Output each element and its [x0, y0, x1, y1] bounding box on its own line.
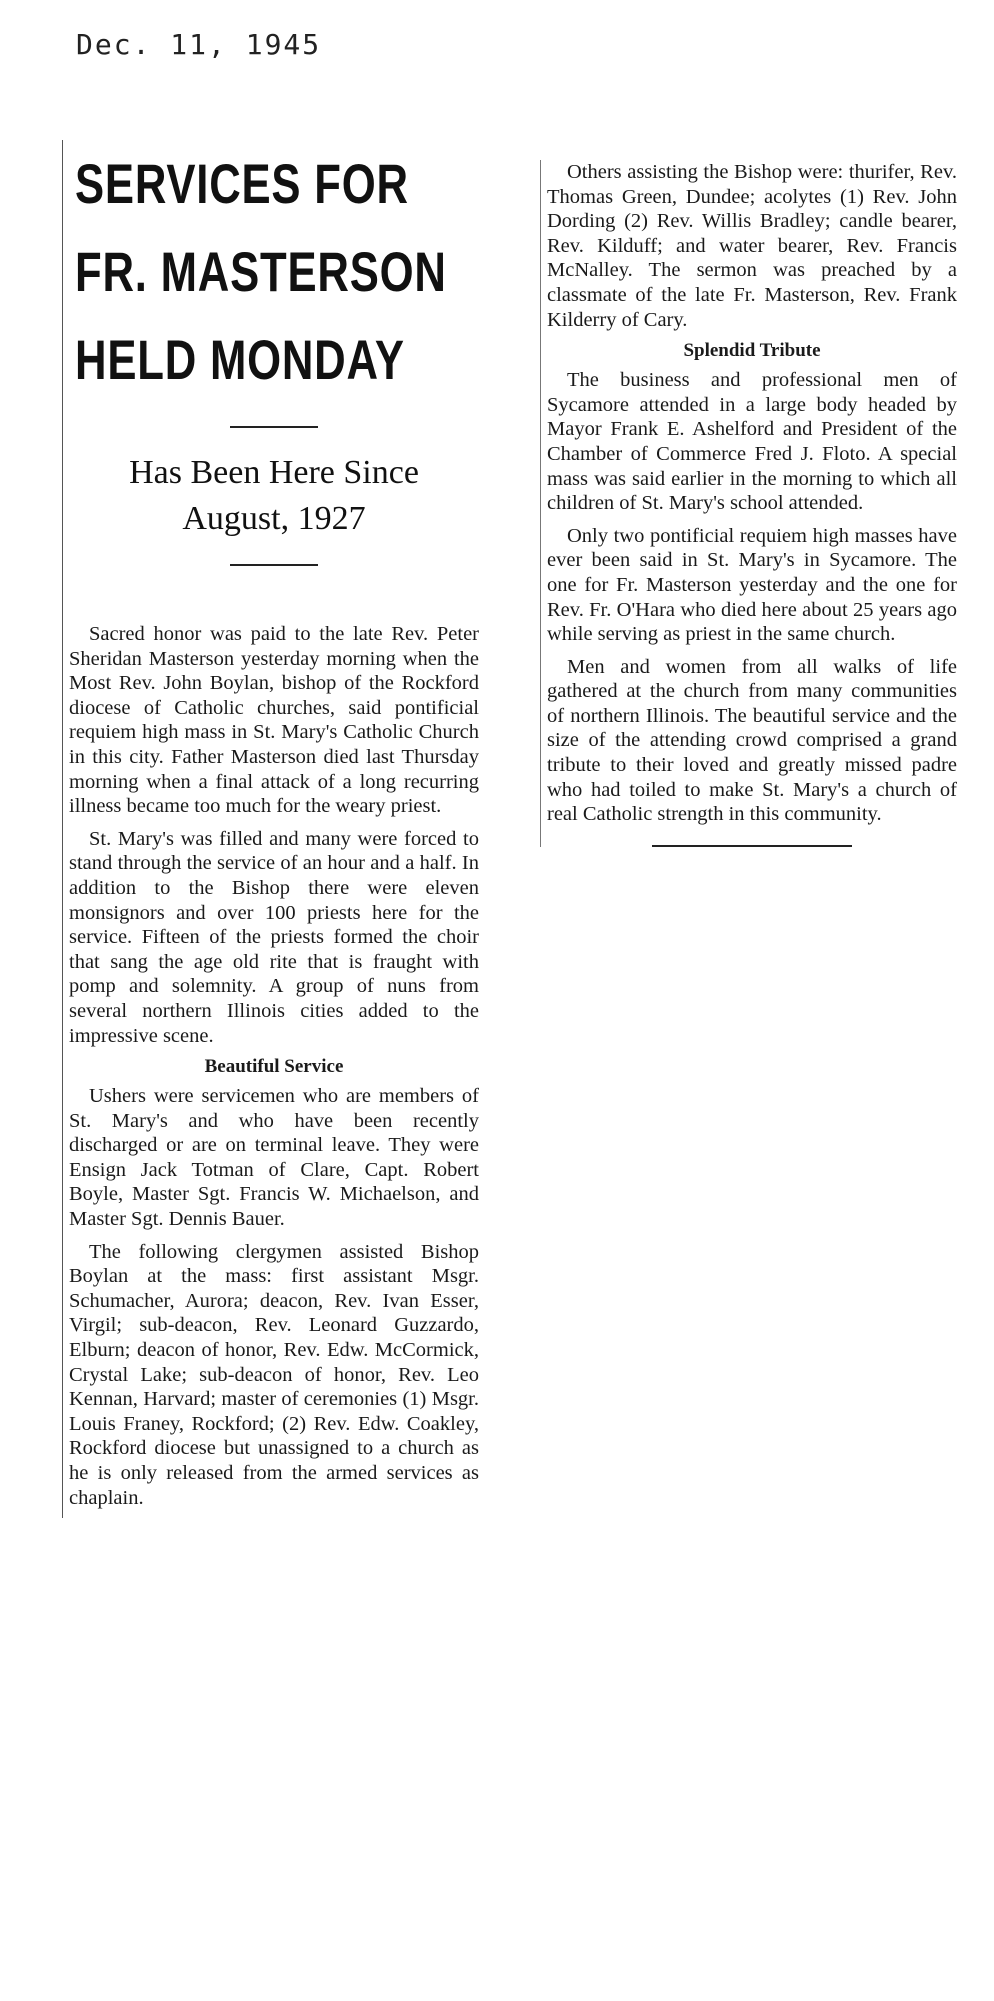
article-paragraph: Only two pontificial requiem high masses have ever been said in St. Mary's in Sycamore. The one for Fr. Masterson yesterday and the one for Rev. Fr. O'Hara who died here about 25 years ago while serving as priest in the same church. — [547, 524, 957, 646]
headline-line: FR. MASTERSON — [75, 240, 447, 303]
deck-line: August, 1927 — [182, 500, 366, 537]
article-paragraph: Others assisting the Bishop were: thurifer, Rev. Thomas Green, Dundee; acolytes (1) Rev. John Dording (2) Rev. Willis Bradley; candle bearer, Rev. Kilduff; and water bearer, Rev. Francis McNalley. The sermon was preached by a classmate of the late Fr. Masterson, Rev. Frank Kilderry of Cary. — [547, 161, 957, 331]
article-paragraph: The business and professional men of Sycamore attended in a large body headed by Mayor Frank E. Ashelford and President of the Chamber of Commerce Fred J. Floto. A special mass was said earlier in the morning to which all children of St. Mary's school attended. — [547, 369, 957, 515]
right-column — [540, 160, 957, 847]
headline — [69, 140, 479, 404]
clipping-date: Dec. 11, 1945 — [76, 28, 322, 61]
article-paragraph: The following clergymen assisted Bishop Boylan at the mass: first assistant Msgr. Schumacher, Aurora; deacon, Rev. Ivan Esser, Virgil; sub-deacon, Rev. Leonard Guzzardo, Elburn; deacon of honor, Rev. Edw. McCormick, Crystal Lake; sub-deacon of honor, Rev. Leo Kennan, Harvard; master of ceremonies (1) Msgr. Louis Franey, Rockford; (2) Rev. Edw. Coakley, Rockford diocese but unassigned to a church as he is only released from the armed services as chaplain. — [69, 1240, 479, 1509]
article-paragraph: Sacred honor was paid to the late Rev. Peter Sheridan Masterson yesterday morning when the Most Rev. John Boylan, bishop of the Rockford diocese of Catholic churches, said pontificial requiem high mass in St. Mary's Catholic Church in this city. Father Masterson died last Thursday morning when a final attack of a long recurring illness became too much for the weary priest. — [69, 623, 479, 818]
divider — [230, 426, 318, 428]
deck-line: Has Been Here Since — [129, 454, 419, 491]
divider — [230, 564, 318, 566]
deck — [69, 450, 479, 542]
headline-line: HELD MONDAY — [75, 328, 405, 391]
headline-line: SERVICES FOR — [75, 152, 409, 215]
section-subhead: Splendid Tribute — [683, 340, 821, 362]
article-paragraph: Ushers were servicemen who are members of St. Mary's and who have been recently discharged or are on terminal leave. They were Ensign Jack Totman of Clare, Capt. Robert Boyle, Master Sgt. Francis W. Michaelson, and Master Sgt. Dennis Bauer. — [69, 1085, 479, 1231]
left-column — [62, 140, 479, 1518]
article-paragraph: Men and women from all walks of life gathered at the church from many communities of northern Illinois. The beautiful service and the size of the attending crowd comprised a grand tribute to their loved and greatly missed padre who had toiled to make St. Mary's a church of real Catholic strength in this community. — [547, 655, 957, 826]
article-paragraph: St. Mary's was filled and many were forced to stand through the service of an hour and a half. In addition to the Bishop there were eleven monsignors and over 100 priests here for the service. Fifteen of the priests formed the choir that sang the age old rite that is fraught with pomp and solemnity. A group of nuns from several northern Illinois cities added to the impressive scene. — [69, 827, 479, 1047]
end-rule — [652, 845, 852, 847]
section-subhead: Beautiful Service — [204, 1056, 344, 1078]
